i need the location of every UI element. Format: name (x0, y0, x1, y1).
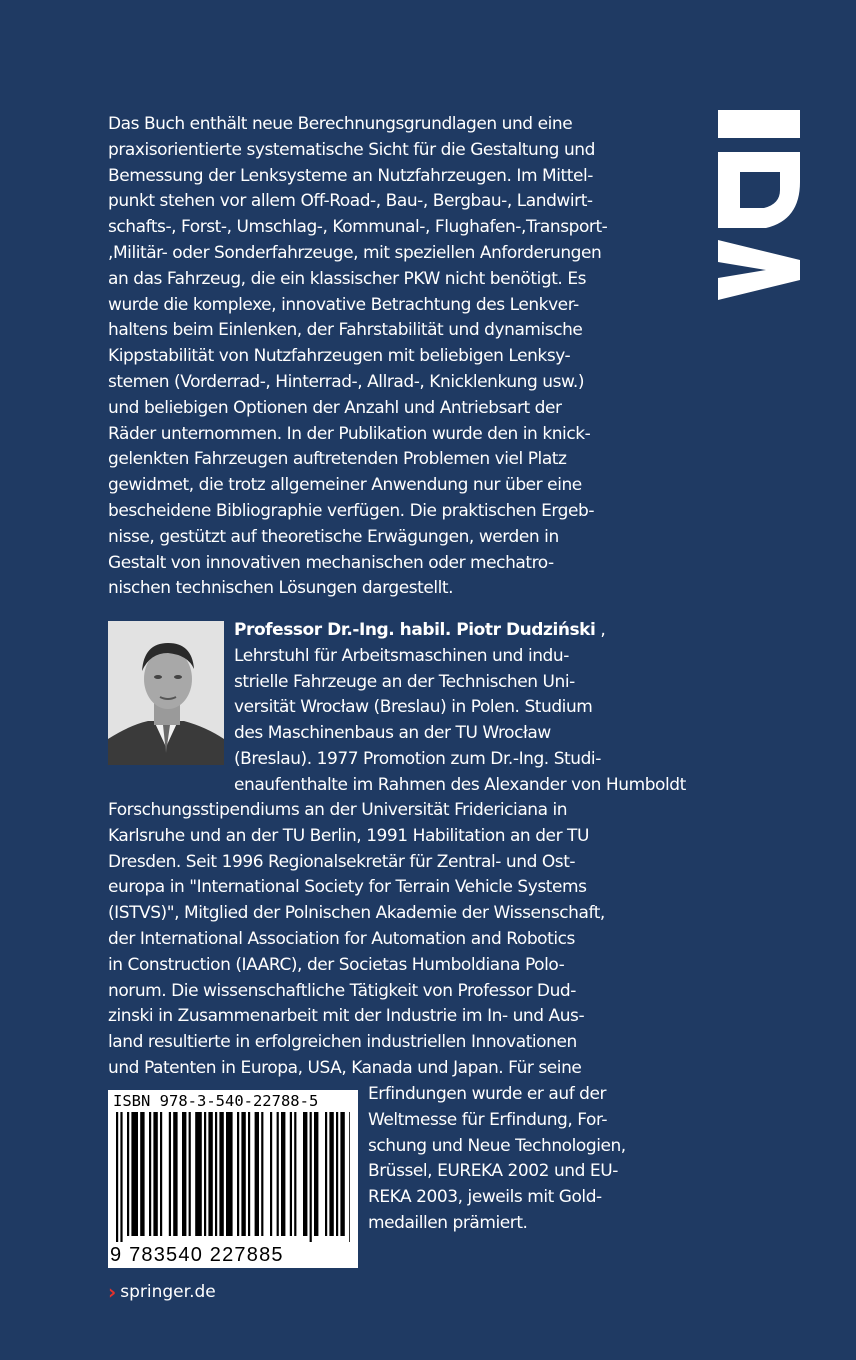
bio-line-full-3: Dresden. Seit 1996 Regionalsekretär für Zentral- und Ost- (108, 851, 576, 872)
barcode-bar (294, 1112, 296, 1236)
barcode-bar (281, 1112, 285, 1236)
barcode-bar (270, 1112, 272, 1236)
barcode-bar (219, 1112, 223, 1236)
publisher-link[interactable] (108, 1280, 216, 1304)
barcode-bar (261, 1112, 263, 1236)
isbn-label: ISBN 978-3-540-22788-5 (113, 1092, 319, 1110)
barcode-bar (189, 1112, 191, 1236)
bio-line-full-9: zinski in Zusammenarbeit mit der Industrie im In- und Aus- (108, 1006, 585, 1027)
barcode-bar (310, 1112, 312, 1242)
barcode-bar (241, 1112, 245, 1236)
barcode-bar (336, 1112, 338, 1236)
author-bio-narrow-lines (368, 1082, 668, 1237)
description-line-18: Gestalt von innovativen mechanischen oder mechatro- (108, 552, 554, 573)
description-line-11: stemen (Vorderrad-, Hinterrad-, Allrad-, Knicklenkung usw.) (108, 371, 585, 392)
vdi-logo-mark (718, 110, 800, 300)
bio-line-full-5: (ISTVS)", Mitglied der Polnischen Akademie der Wissenschaft, (108, 903, 605, 924)
bio-line-full-10: land resultierte in erfolgreichen industriellen Innovationen (108, 1032, 577, 1053)
barcode-bar (169, 1112, 171, 1236)
description-line-8: wurde die komplexe, innovative Betrachtung des Lenkver- (108, 294, 579, 315)
description-line-16: bescheidene Bibliographie verfügen. Die praktischen Ergeb- (108, 500, 595, 521)
barcode-bar (120, 1112, 122, 1242)
barcode-bar (131, 1112, 138, 1236)
bio-line-full-2: Karlsruhe und an der TU Berlin, 1991 Habilitation an der TU (108, 825, 589, 846)
description-line-15: gewidmet, die trotz allgemeiner Anwendung nur über eine (108, 475, 582, 496)
bio-line-2: strielle Fahrzeuge an der Technischen Uni- (234, 671, 575, 692)
barcode-bar (237, 1112, 239, 1236)
barcode-bar (255, 1112, 259, 1236)
bio-line-narrow-6: medaillen prämiert. (368, 1212, 528, 1233)
barcode-bar (173, 1112, 177, 1236)
bio-line-narrow-4: Brüssel, EUREKA 2002 und EU- (368, 1161, 618, 1182)
publisher-url[interactable]: springer.de (120, 1282, 216, 1302)
barcode-bar (215, 1112, 217, 1236)
description-line-13: Räder unternommen. In der Publikation wurde den in knick- (108, 423, 591, 444)
bio-line-full-4: europa in "International Society for Terrain Vehicle Systems (108, 877, 587, 898)
bio-line-6: enaufenthalte im Rahmen des Alexander von Humboldt (234, 774, 686, 795)
bio-line-full-8: norum. Die wissenschaftliche Tätigkeit von Professor Dud- (108, 980, 576, 1001)
author-name: Professor Dr.-Ing. habil. Piotr Dudziński (234, 620, 596, 640)
barcode-bar (277, 1112, 279, 1236)
description-line-9: haltens beim Einlenken, der Fahrstabilität und dynamische (108, 320, 583, 341)
barcode-bar (160, 1112, 162, 1236)
bio-line-narrow-3: schung und Neue Technologien, (368, 1135, 626, 1156)
description-line-5: schafts-, Forst-, Umschlag-, Kommunal-, Flughafen-,Transport- (108, 217, 608, 238)
barcode-bar (182, 1112, 186, 1236)
description-line-19: nischen technischen Lösungen dargestellt. (108, 578, 454, 599)
bio-line-1: Lehrstuhl für Arbeitsmaschinen und indu- (234, 645, 569, 666)
author-bio-top (234, 618, 686, 799)
bio-line-full-6: der International Association for Automation and Robotics (108, 928, 575, 949)
barcode-bar (127, 1112, 129, 1236)
description-line-6: ,Militär- oder Sonderfahrzeuge, mit speziellen Anforderungen (108, 242, 602, 263)
barcode-bar (248, 1112, 250, 1236)
barcode-bar (116, 1112, 118, 1242)
barcode-bar (303, 1112, 307, 1236)
barcode-bar (314, 1112, 318, 1236)
bio-line-narrow-2: Weltmesse für Erfindung, For- (368, 1109, 608, 1130)
author-portrait (108, 621, 224, 765)
barcode-bar (204, 1112, 206, 1236)
bio-line-narrow-5: REKA 2003, jeweils mit Gold- (368, 1187, 602, 1208)
description-line-2: praxisorientierte systematische Sicht für die Gestaltung und (108, 139, 595, 160)
author-name-suffix: , (595, 620, 606, 640)
description-line-7: an das Fahrzeug, die ein klassischer PKW nicht benötigt. Es (108, 268, 587, 289)
description-line-10: Kippstabilität von Nutzfahrzeugen mit beliebigen Lenksy- (108, 346, 571, 367)
bio-line-3: versität Wrocław (Breslau) in Polen. Studium (234, 697, 593, 718)
barcode-bar (153, 1112, 157, 1236)
bio-line-full-11: und Patenten in Europa, USA, Kanada und Japan. Für seine (108, 1057, 582, 1078)
barcode-bar (195, 1112, 202, 1236)
barcode-bar (340, 1112, 344, 1236)
description-line-3: Bemessung der Lenksysteme an Nutzfahrzeugen. Im Mittel- (108, 165, 593, 186)
author-photo (108, 621, 224, 765)
barcode-bar (149, 1112, 151, 1236)
description-line-17: nisse, gestützt auf theoretische Erwägungen, werden in (108, 526, 559, 547)
bio-line-5: (Breslau). 1977 Promotion zum Dr.-Ing. Studi- (234, 748, 601, 769)
description-line-14: gelenkten Fahrzeugen auftretenden Problemen viel Platz (108, 449, 567, 470)
barcode-bar (349, 1112, 350, 1242)
bio-line-4: des Maschinenbaus an der TU Wrocław (234, 723, 551, 744)
barcode-bar (290, 1112, 292, 1236)
barcode-bar (140, 1112, 144, 1236)
description-line-4: punkt stehen vor allem Off-Road-, Bau-, Bergbau-, Landwirt- (108, 191, 593, 212)
chevron-right-icon: › (108, 1280, 117, 1304)
bio-line-full-1: Forschungsstipendiums an der Universität Fridericiana in (108, 800, 568, 820)
barcode-bar (329, 1112, 333, 1236)
barcode-bar (226, 1112, 233, 1236)
bio-line-narrow-1: Erfindungen wurde er auf der (368, 1084, 607, 1104)
vdi-logo (718, 110, 800, 300)
book-description (108, 112, 648, 602)
isbn-barcode (108, 1090, 358, 1268)
author-name-line (234, 618, 664, 644)
bio-line-full-7: in Construction (IAARC), der Societas Humboldiana Polo- (108, 954, 565, 975)
description-line-1: Das Buch enthält neue Berechnungsgrundlagen und eine (108, 114, 573, 134)
ean-digits: 9 783540 227885 (110, 1244, 284, 1266)
author-bio-right-lines (234, 644, 686, 799)
barcode-bar (325, 1112, 327, 1236)
author-bio-full-lines (108, 798, 668, 1082)
barcode-bars (116, 1112, 350, 1242)
barcode-bar (208, 1112, 212, 1236)
description-line-12: und beliebigen Optionen der Anzahl und Antriebsart der (108, 397, 562, 418)
